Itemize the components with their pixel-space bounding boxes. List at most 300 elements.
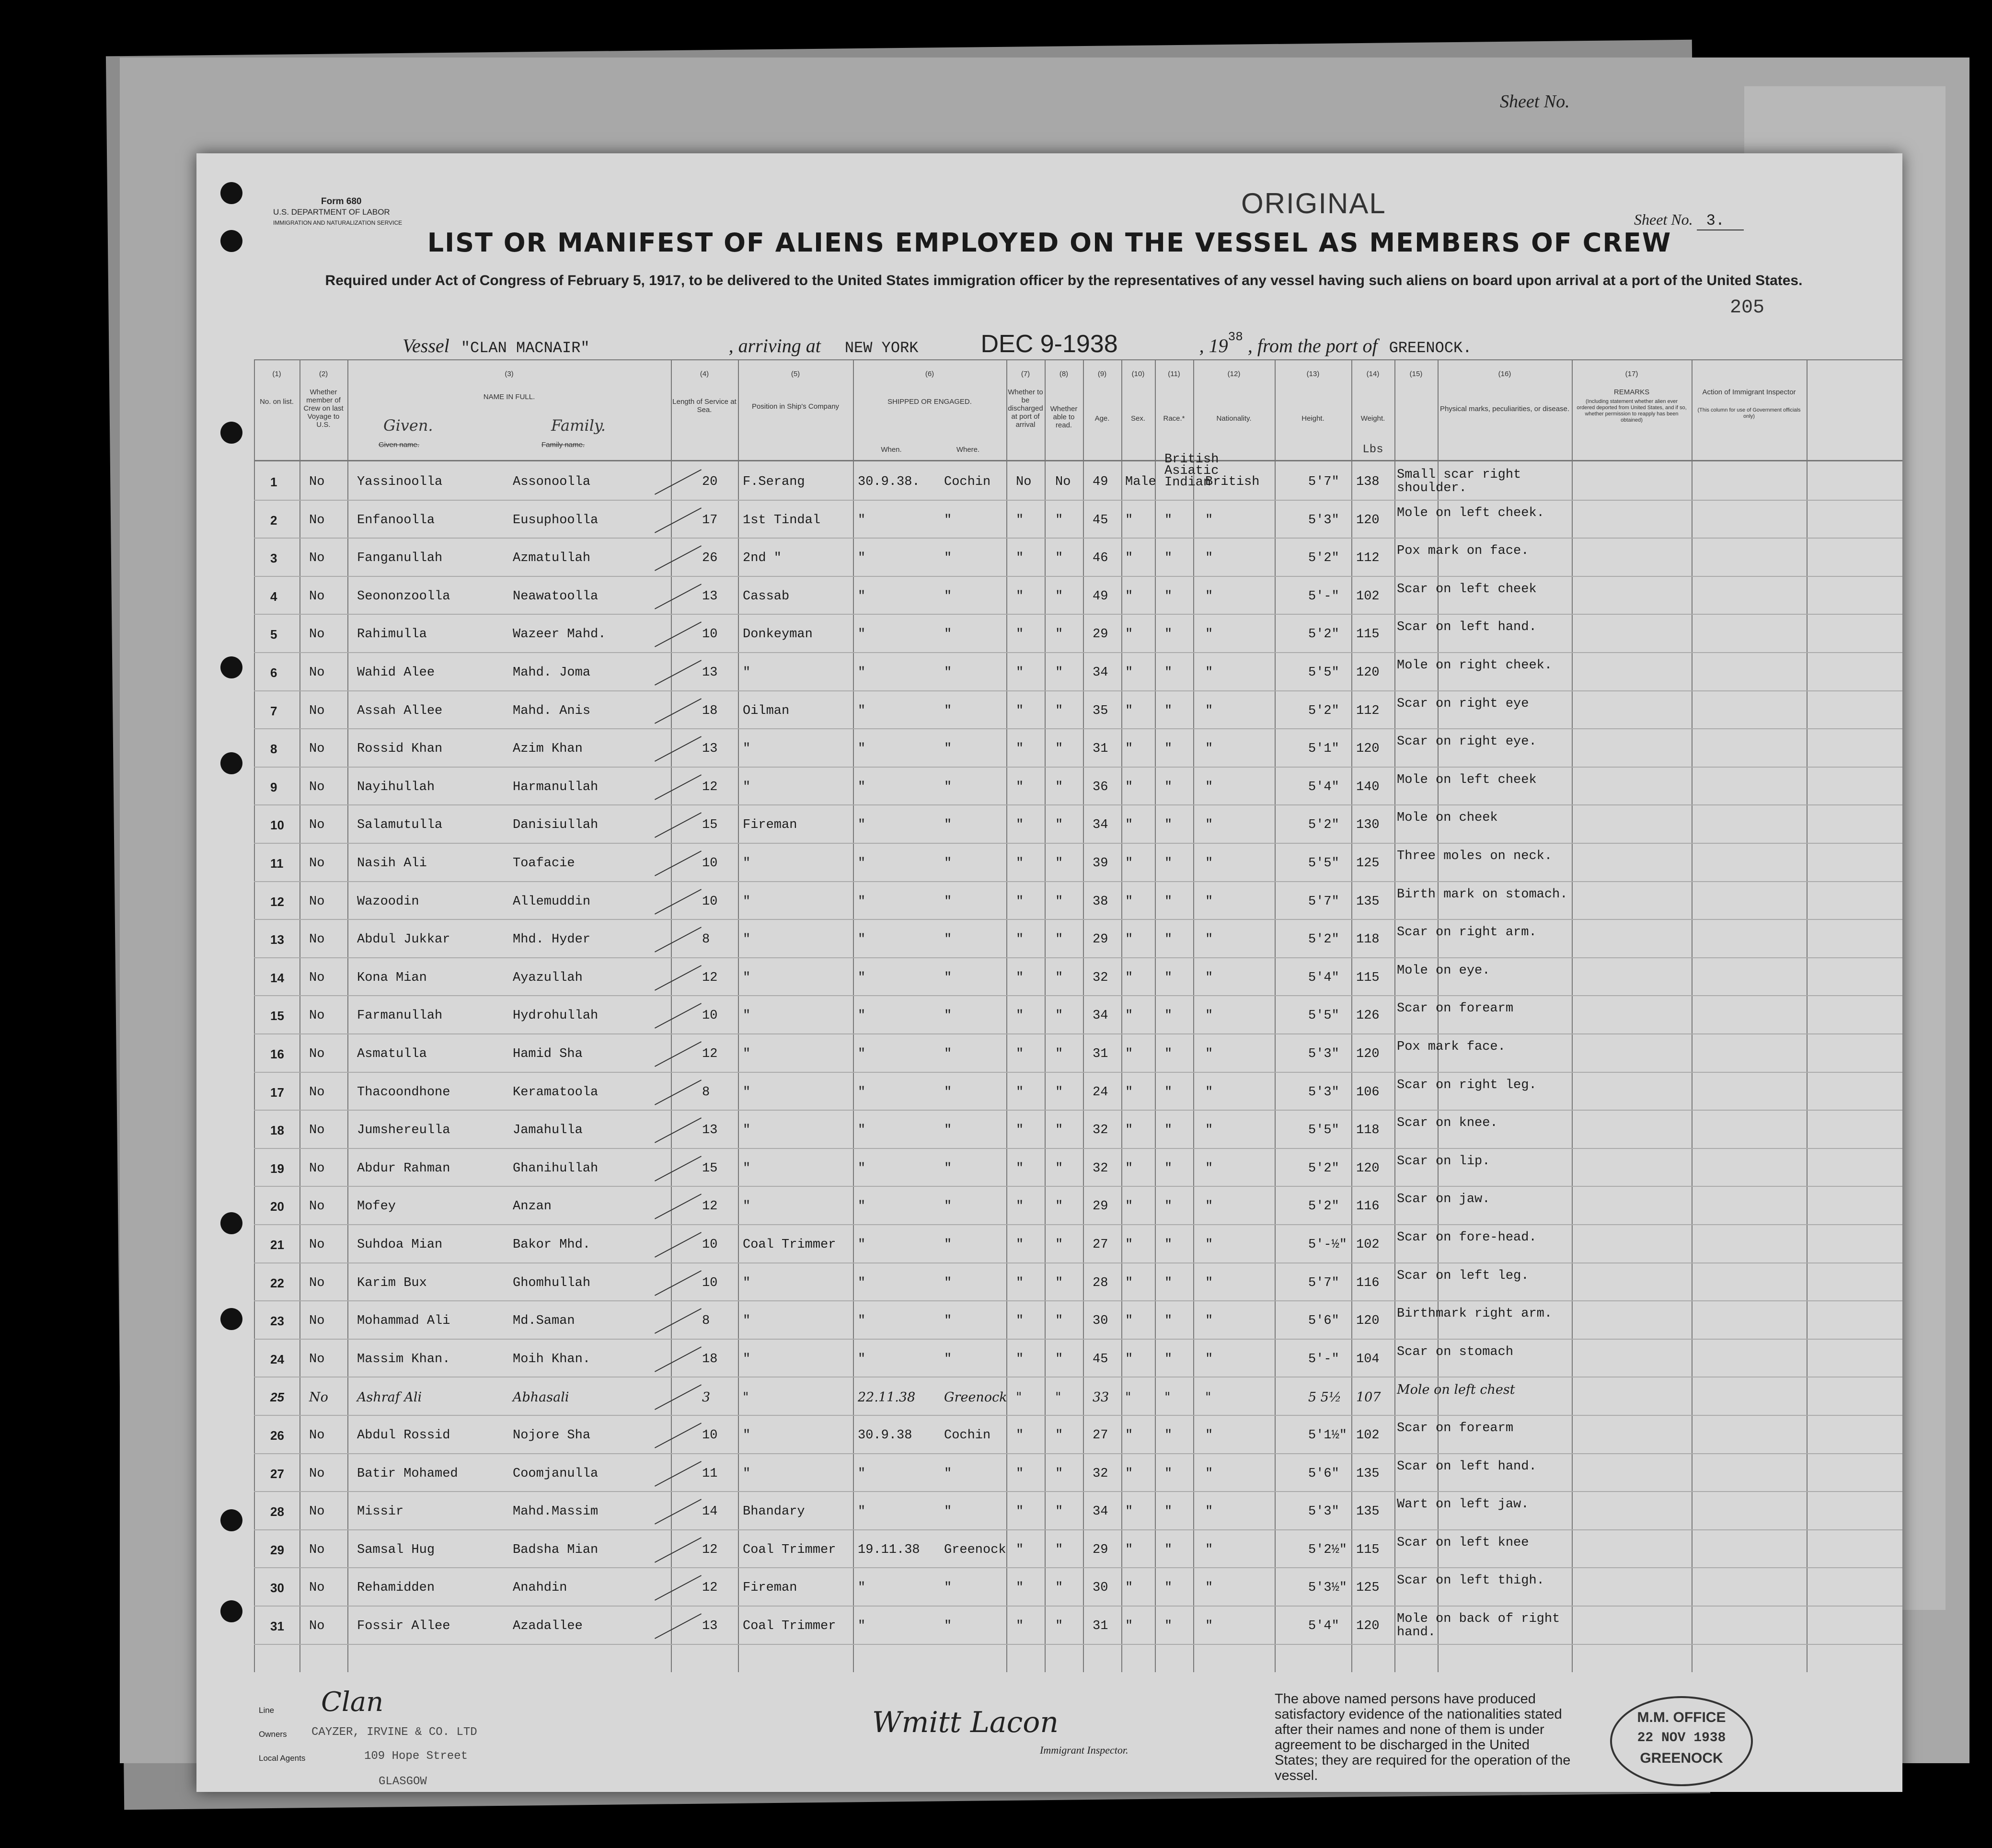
height: 5'3" — [1308, 1085, 1339, 1100]
nationality: " — [1205, 856, 1213, 871]
given-name: Abdul Jukkar — [357, 932, 450, 947]
given-name: Enfanoolla — [357, 513, 435, 528]
prev-voyage: No — [309, 932, 325, 947]
nationality: " — [1205, 1466, 1213, 1481]
race: " — [1164, 1428, 1173, 1443]
service-length: 10 — [702, 894, 718, 909]
punch-hole — [220, 1509, 242, 1531]
height: 5'2" — [1308, 818, 1339, 833]
row-number: 5 — [270, 627, 277, 642]
race: " — [1164, 589, 1173, 604]
col-num: (8) — [1059, 370, 1069, 378]
position: Coal Trimmer — [743, 1238, 836, 1252]
table-row — [254, 882, 1902, 920]
physical-marks: Pox mark on face. — [1397, 544, 1529, 559]
given-name: Assah Allee — [357, 703, 443, 718]
service-length: 13 — [702, 1123, 718, 1138]
tally-slash — [655, 1194, 702, 1219]
race: " — [1164, 1466, 1173, 1481]
discharged: " — [1016, 970, 1024, 985]
prev-voyage: No — [309, 818, 325, 833]
age: 34 — [1093, 1009, 1108, 1023]
col-num: (5) — [791, 370, 800, 378]
physical-marks: Scar on forearm — [1397, 1421, 1514, 1435]
position: Fireman — [743, 1581, 797, 1595]
tally-slash — [655, 507, 702, 533]
shipped-where: " — [944, 1352, 952, 1366]
nationality: " — [1205, 1047, 1213, 1061]
shipped-when: " — [858, 1161, 866, 1176]
able-to-read: " — [1055, 1504, 1063, 1519]
height: 5'2" — [1308, 551, 1339, 566]
table-row — [254, 1034, 1902, 1072]
prev-voyage: No — [309, 1581, 325, 1595]
given-name: Mofey — [357, 1199, 396, 1214]
row-number: 8 — [270, 742, 277, 757]
shipped-when: " — [858, 1581, 866, 1595]
family-name: Abhasali — [513, 1390, 569, 1405]
sex: " — [1125, 1466, 1133, 1481]
col-head-given-hand: Given. — [383, 416, 433, 435]
weight: 116 — [1356, 1275, 1380, 1290]
age: 34 — [1093, 666, 1108, 680]
height: 5'2" — [1308, 1199, 1339, 1214]
weight: 107 — [1356, 1390, 1381, 1405]
tally-slash — [655, 1232, 702, 1257]
shipped-when: " — [858, 932, 866, 947]
able-to-read: " — [1055, 1161, 1063, 1176]
shipped-where: " — [944, 742, 952, 757]
manifest-page — [196, 153, 1902, 1792]
discharged: " — [1016, 1161, 1024, 1176]
row-number: 7 — [270, 703, 277, 718]
weight: 102 — [1356, 589, 1380, 604]
physical-marks: Mole on left chest — [1397, 1382, 1515, 1398]
height: 5'7" — [1308, 894, 1339, 909]
sex: " — [1125, 932, 1133, 947]
col-head-where: Where. — [956, 446, 980, 454]
physical-marks: Scar on right arm. — [1397, 925, 1537, 940]
age: 24 — [1093, 1085, 1108, 1100]
punch-hole — [220, 422, 242, 444]
discharged: " — [1016, 1504, 1024, 1519]
shipped-where: " — [944, 551, 952, 566]
service-length: 12 — [702, 1542, 718, 1557]
service-length: 12 — [702, 780, 718, 794]
discharged: " — [1016, 1275, 1024, 1290]
weight: 120 — [1356, 1619, 1380, 1633]
tally-slash — [655, 660, 702, 685]
position: " — [743, 1123, 751, 1138]
col-num: (9) — [1097, 370, 1107, 378]
row-number: 30 — [270, 1581, 284, 1595]
service-length: 13 — [702, 589, 718, 604]
physical-marks: Mole on cheek — [1397, 811, 1498, 826]
service-length: 11 — [702, 1466, 718, 1481]
prev-voyage: No — [309, 1199, 325, 1214]
col-head-height: Height. — [1301, 414, 1324, 423]
shipped-when: " — [858, 1504, 866, 1519]
row-number: 11 — [270, 856, 284, 871]
tally-slash — [655, 698, 702, 723]
family-name: Danisiullah — [513, 818, 599, 833]
physical-marks: Scar on knee. — [1397, 1116, 1498, 1131]
discharged: " — [1016, 1009, 1024, 1023]
weight: 138 — [1356, 475, 1380, 489]
discharged: " — [1016, 1123, 1024, 1138]
weight: 125 — [1356, 856, 1380, 871]
service-length: 10 — [702, 627, 718, 642]
able-to-read: No — [1055, 475, 1071, 489]
family-name: Allemuddin — [513, 894, 591, 909]
shipped-when: " — [858, 894, 866, 909]
table-row — [254, 805, 1902, 843]
able-to-read: " — [1055, 589, 1063, 604]
service-length: 18 — [702, 1352, 718, 1366]
given-name: Fossir Allee — [357, 1619, 450, 1633]
able-to-read: " — [1055, 932, 1063, 947]
manifest-footer — [196, 1672, 1902, 1792]
prev-voyage: No — [309, 589, 325, 604]
weight: 115 — [1356, 970, 1380, 985]
nationality: " — [1205, 1428, 1213, 1443]
prev-voyage: No — [309, 1619, 325, 1633]
sex: " — [1125, 1009, 1133, 1023]
discharged: No — [1016, 475, 1032, 489]
weight: 102 — [1356, 1238, 1380, 1252]
shipped-where: " — [944, 894, 952, 909]
family-name: Mahd.Massim — [513, 1504, 599, 1519]
race: " — [1164, 1619, 1173, 1633]
given-name: Nasih Ali — [357, 856, 427, 871]
weight: 115 — [1356, 1542, 1380, 1557]
col-head-weight-unit: Lbs — [1362, 443, 1383, 456]
given-name: Wazoodin — [357, 894, 419, 909]
table-row — [254, 1149, 1902, 1187]
service-length: 8 — [702, 1314, 710, 1329]
race: " — [1164, 513, 1173, 528]
discharged: " — [1016, 551, 1024, 566]
position: Cassab — [743, 589, 790, 604]
nationality: " — [1205, 1542, 1213, 1557]
col-head-when: When. — [881, 446, 902, 454]
tally-slash — [655, 774, 702, 800]
weight: 116 — [1356, 1199, 1380, 1214]
shipped-when: " — [858, 970, 866, 985]
discharged: " — [1016, 1428, 1024, 1443]
age: 29 — [1093, 627, 1108, 642]
height: 5'3½" — [1308, 1581, 1347, 1595]
shipped-where: " — [944, 1047, 952, 1061]
weight: 112 — [1356, 551, 1380, 566]
col-num: (16) — [1498, 370, 1511, 378]
col-head-position: Position in Ship's Company — [751, 402, 840, 411]
able-to-read: " — [1055, 1466, 1063, 1481]
prev-voyage: No — [309, 703, 325, 718]
col-head-age: Age. — [1094, 414, 1110, 423]
nationality: " — [1205, 666, 1213, 680]
shipped-when: 30.9.38. — [858, 475, 920, 489]
weight: 104 — [1356, 1352, 1380, 1366]
service-length: 10 — [702, 1009, 718, 1023]
race: " — [1164, 1123, 1173, 1138]
original-stamp: ORIGINAL — [1241, 187, 1386, 219]
shipped-where: " — [944, 1238, 952, 1252]
table-row — [254, 615, 1902, 653]
age: 29 — [1093, 1542, 1108, 1557]
col-num: (6) — [925, 370, 934, 378]
inspector-label: Immigrant Inspector. — [1040, 1744, 1128, 1756]
sex: " — [1125, 780, 1133, 794]
sex: " — [1125, 513, 1133, 528]
table-row — [254, 501, 1902, 539]
discharged: " — [1016, 1314, 1024, 1329]
race: " — [1164, 1504, 1173, 1519]
position: " — [743, 1009, 751, 1023]
race: " — [1164, 666, 1173, 680]
weight: 118 — [1356, 932, 1380, 947]
shipped-where: " — [944, 513, 952, 528]
age: 49 — [1093, 589, 1108, 604]
table-row — [254, 1340, 1902, 1377]
physical-marks: Scar on stomach — [1397, 1344, 1514, 1359]
tally-slash — [655, 1308, 702, 1333]
weight: 118 — [1356, 1123, 1380, 1138]
family-name: Mhd. Hyder — [513, 932, 591, 947]
age: 32 — [1093, 1161, 1108, 1176]
height: 5'4" — [1308, 1619, 1339, 1633]
family-name: Badsha Mian — [513, 1542, 599, 1557]
table-row — [254, 452, 1902, 500]
shipped-when: 19.11.38 — [858, 1542, 920, 1557]
age: 32 — [1093, 1466, 1108, 1481]
col-head-sex: Sex. — [1130, 414, 1145, 423]
nationality: " — [1205, 1085, 1213, 1100]
height: 5'-" — [1308, 1352, 1339, 1366]
family-name: Coomjanulla — [513, 1466, 599, 1481]
col-head-action: Action of Immigrant Inspector — [1702, 388, 1796, 396]
height: 5'-½" — [1308, 1238, 1347, 1252]
position: " — [743, 666, 751, 680]
shipped-where: " — [944, 589, 952, 604]
discharged: " — [1016, 1581, 1024, 1595]
able-to-read: " — [1055, 513, 1063, 528]
prev-voyage: No — [309, 627, 325, 642]
age: 45 — [1093, 513, 1108, 528]
position: 1st Tindal — [743, 513, 821, 528]
given-name: Farmanullah — [357, 1009, 443, 1023]
age: 28 — [1093, 1275, 1108, 1290]
height: 5'3" — [1308, 513, 1339, 528]
nationality: " — [1205, 1581, 1213, 1595]
physical-marks: Scar on fore-head. — [1397, 1230, 1537, 1245]
discharged: " — [1016, 627, 1024, 642]
physical-marks: Birth mark on stomach. — [1397, 887, 1568, 902]
sex: " — [1125, 1047, 1133, 1061]
position: " — [743, 856, 751, 871]
agents-value: 109 Hope Street — [364, 1750, 468, 1763]
agents-label: Local Agents — [259, 1754, 306, 1763]
col-head-prev: Whether member of Crew on last Voyage to U.S. — [303, 388, 344, 429]
able-to-read: " — [1055, 703, 1063, 718]
position: " — [743, 932, 751, 947]
shipped-when: " — [858, 1352, 866, 1366]
sex: " — [1125, 742, 1133, 757]
sheet-number — [1634, 211, 1744, 230]
race: " — [1164, 894, 1173, 909]
age: 31 — [1093, 742, 1108, 757]
shipped-where: " — [944, 1504, 952, 1519]
sex: " — [1125, 1161, 1133, 1176]
shipped-where: " — [944, 1275, 952, 1290]
age: 32 — [1093, 1123, 1108, 1138]
family-name: Hamid Sha — [513, 1047, 583, 1061]
race: " — [1164, 780, 1173, 794]
tally-slash — [655, 1079, 702, 1105]
height: 5'5" — [1308, 666, 1339, 680]
family-name: Keramatoola — [513, 1085, 599, 1100]
punch-hole — [220, 752, 242, 774]
table-row — [254, 1263, 1902, 1301]
weight: 120 — [1356, 1314, 1380, 1329]
given-name: Rahimulla — [357, 627, 427, 642]
shipped-where: " — [944, 1009, 952, 1023]
discharged: " — [1016, 1085, 1024, 1100]
position: Fireman — [743, 818, 797, 833]
shipped-when: " — [858, 1009, 866, 1023]
shipped-where: Cochin — [944, 1428, 991, 1443]
race: " — [1164, 1009, 1173, 1023]
table-row — [254, 653, 1902, 691]
discharged: " — [1016, 589, 1024, 604]
nationality: " — [1205, 1009, 1213, 1023]
nationality: " — [1205, 1352, 1213, 1366]
shipped-when: " — [858, 818, 866, 833]
family-name: Bakor Mhd. — [513, 1238, 591, 1252]
prev-voyage: No — [309, 1123, 325, 1138]
shipped-when: " — [858, 856, 866, 871]
position: Coal Trimmer — [743, 1542, 836, 1557]
physical-marks: Wart on left jaw. — [1397, 1497, 1529, 1512]
discharged: " — [1016, 1352, 1024, 1366]
row-number: 10 — [270, 818, 284, 833]
physical-marks: Scar on lip. — [1397, 1154, 1490, 1169]
weight: 126 — [1356, 1009, 1380, 1023]
physical-marks: Scar on right eye. — [1397, 735, 1537, 749]
physical-marks: Mole on right cheek. — [1397, 658, 1553, 673]
service-length: 10 — [702, 1428, 718, 1443]
position: " — [743, 1199, 751, 1214]
shipped-when: " — [858, 1275, 866, 1290]
given-name: Rossid Khan — [357, 742, 443, 757]
physical-marks: Three moles on neck. — [1397, 849, 1553, 863]
able-to-read: " — [1055, 627, 1063, 642]
given-name: Thacoondhone — [357, 1085, 450, 1100]
col-head-family-printed: Family name. — [541, 441, 585, 449]
given-name: Suhdoa Mian — [357, 1238, 443, 1252]
row-number: 18 — [270, 1123, 284, 1138]
punch-hole — [220, 1308, 242, 1330]
mm-office-seal — [1610, 1696, 1753, 1786]
table-row — [254, 1416, 1902, 1454]
form-service: IMMIGRATION AND NATURALIZATION SERVICE — [273, 219, 403, 226]
punch-hole — [220, 1600, 242, 1622]
nationality: " — [1205, 589, 1213, 604]
race: " — [1164, 551, 1173, 566]
weight: 102 — [1356, 1428, 1380, 1443]
discharged: " — [1016, 1390, 1022, 1405]
vessel-line — [403, 330, 1472, 358]
nationality: " — [1205, 970, 1213, 985]
sex: " — [1125, 1619, 1133, 1633]
nationality: " — [1205, 780, 1213, 794]
able-to-read: " — [1055, 970, 1063, 985]
able-to-read: " — [1055, 1047, 1063, 1061]
height: 5'2" — [1308, 627, 1339, 642]
physical-marks: Scar on right leg. — [1397, 1078, 1537, 1092]
nationality: " — [1205, 1390, 1211, 1405]
shipped-where: " — [944, 780, 952, 794]
table-row — [254, 691, 1902, 729]
height: 5'2½" — [1308, 1542, 1347, 1557]
position: " — [743, 1085, 751, 1100]
shipped-when: " — [858, 666, 866, 680]
tally-slash — [655, 1346, 702, 1372]
service-length: 12 — [702, 970, 718, 985]
height: 5'1" — [1308, 742, 1339, 757]
line-label: Line — [259, 1706, 275, 1715]
col-head-no: No. on list. — [260, 398, 294, 406]
family-name: Toafacie — [513, 856, 575, 871]
position: 2nd " — [743, 551, 782, 566]
sex: " — [1125, 1390, 1131, 1405]
discharged: " — [1016, 1466, 1024, 1481]
height: 5'4" — [1308, 780, 1339, 794]
given-name: Rehamidden — [357, 1581, 435, 1595]
row-number: 2 — [270, 513, 277, 528]
given-name: Abdur Rahman — [357, 1161, 450, 1176]
prev-voyage: No — [309, 742, 325, 757]
shipped-when: " — [858, 1238, 866, 1252]
height: 5'5" — [1308, 856, 1339, 871]
race: " — [1164, 1047, 1173, 1061]
col-head-marks: Physical marks, peculiarities, or disease. — [1439, 405, 1570, 413]
height: 5'1½" — [1308, 1428, 1347, 1443]
family-name: Anzan — [513, 1199, 552, 1214]
shipped-when: " — [858, 1047, 866, 1061]
height: 5'5" — [1308, 1009, 1339, 1023]
position: Coal Trimmer — [743, 1619, 836, 1633]
stamp-number: 205 — [1730, 297, 1765, 319]
family-name: Ayazullah — [513, 970, 583, 985]
given-name: Mohammad Ali — [357, 1314, 450, 1329]
nationality: " — [1205, 513, 1213, 528]
able-to-read: " — [1055, 818, 1063, 833]
back-sheet-label: Sheet No. — [1500, 92, 1570, 112]
tally-slash — [655, 965, 702, 990]
row-number: 6 — [270, 666, 277, 680]
sex: " — [1125, 856, 1133, 871]
service-length: 14 — [702, 1504, 718, 1519]
table-row — [254, 539, 1902, 576]
physical-marks: Mole on left cheek — [1397, 772, 1537, 787]
able-to-read: " — [1055, 1619, 1063, 1633]
physical-marks: Scar on left thigh. — [1397, 1573, 1544, 1588]
service-length: 12 — [702, 1199, 718, 1214]
physical-marks: Mole on left cheek. — [1397, 505, 1544, 520]
physical-marks: Birthmark right arm. — [1397, 1307, 1553, 1321]
discharged: " — [1016, 1199, 1024, 1214]
